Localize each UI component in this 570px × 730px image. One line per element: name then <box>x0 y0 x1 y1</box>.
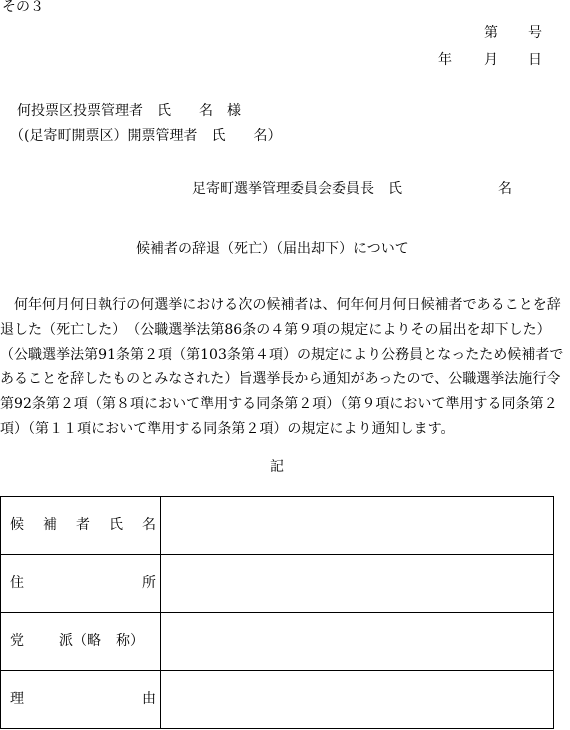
table-row-candidate-name <box>1 497 554 555</box>
value-address <box>161 555 554 613</box>
value-party <box>161 613 554 671</box>
label-address <box>1 555 161 613</box>
number-suffix: 号 <box>528 25 542 41</box>
label-char: 住 <box>10 575 24 591</box>
date-month: 月 <box>484 52 498 68</box>
value-reason <box>161 671 554 729</box>
label-char: 補 <box>43 517 57 533</box>
label-reason <box>1 671 161 729</box>
addressee-alt-line: （(足寄町開票区）開票管理者 氏 名） <box>10 128 282 144</box>
series-label: その３ <box>2 0 44 15</box>
label-char: 称） <box>116 633 144 649</box>
value-candidate-name <box>161 497 554 555</box>
table-row-reason <box>1 671 554 729</box>
subject-line: 候補者の辞退（死亡）（届出却下）について <box>136 241 409 257</box>
label-char: 氏 <box>109 517 123 533</box>
table-row-address <box>1 555 554 613</box>
date-year: 年 <box>438 52 452 68</box>
label-char: 者 <box>76 517 90 533</box>
date-day: 日 <box>528 52 542 68</box>
label-char: 由 <box>142 691 156 707</box>
candidate-details-table <box>0 496 554 729</box>
label-candidate-name <box>1 497 161 555</box>
record-mark: 記 <box>270 459 284 475</box>
label-char: 派（略 <box>59 633 101 649</box>
label-char: 理 <box>10 691 24 707</box>
body-paragraph: 何年何月何日執行の何選挙における次の候補者は、何年何月何日候補者であることを辞退した（死亡した） （公職選挙法第86条の４第９項の規定によりその届出を却下した）（公職選挙法第91条第２項（第103条第４項）の規定により公務員となったため候補者であることを辞したものとみなされた）旨選挙長から通知があったので、公職選挙法施行令第92条第２項（第８項において準用する同条第２項）（第９項において準用する同条第２項）（第１１項において準用する同条第２項）の規定により通知します。 <box>0 297 564 437</box>
label-party <box>1 613 161 671</box>
label-char: 党 <box>10 633 24 649</box>
number-prefix: 第 <box>484 25 498 41</box>
label-char: 所 <box>142 575 156 591</box>
sender-name-word: 名 <box>498 181 512 197</box>
table-row-party <box>1 613 554 671</box>
label-char: 候 <box>10 517 24 533</box>
sender-title: 足寄町選挙管理委員会委員長 氏 <box>192 181 402 197</box>
label-char: 名 <box>142 517 156 533</box>
addressee-line: 何投票区投票管理者 氏 名 様 <box>17 103 241 119</box>
